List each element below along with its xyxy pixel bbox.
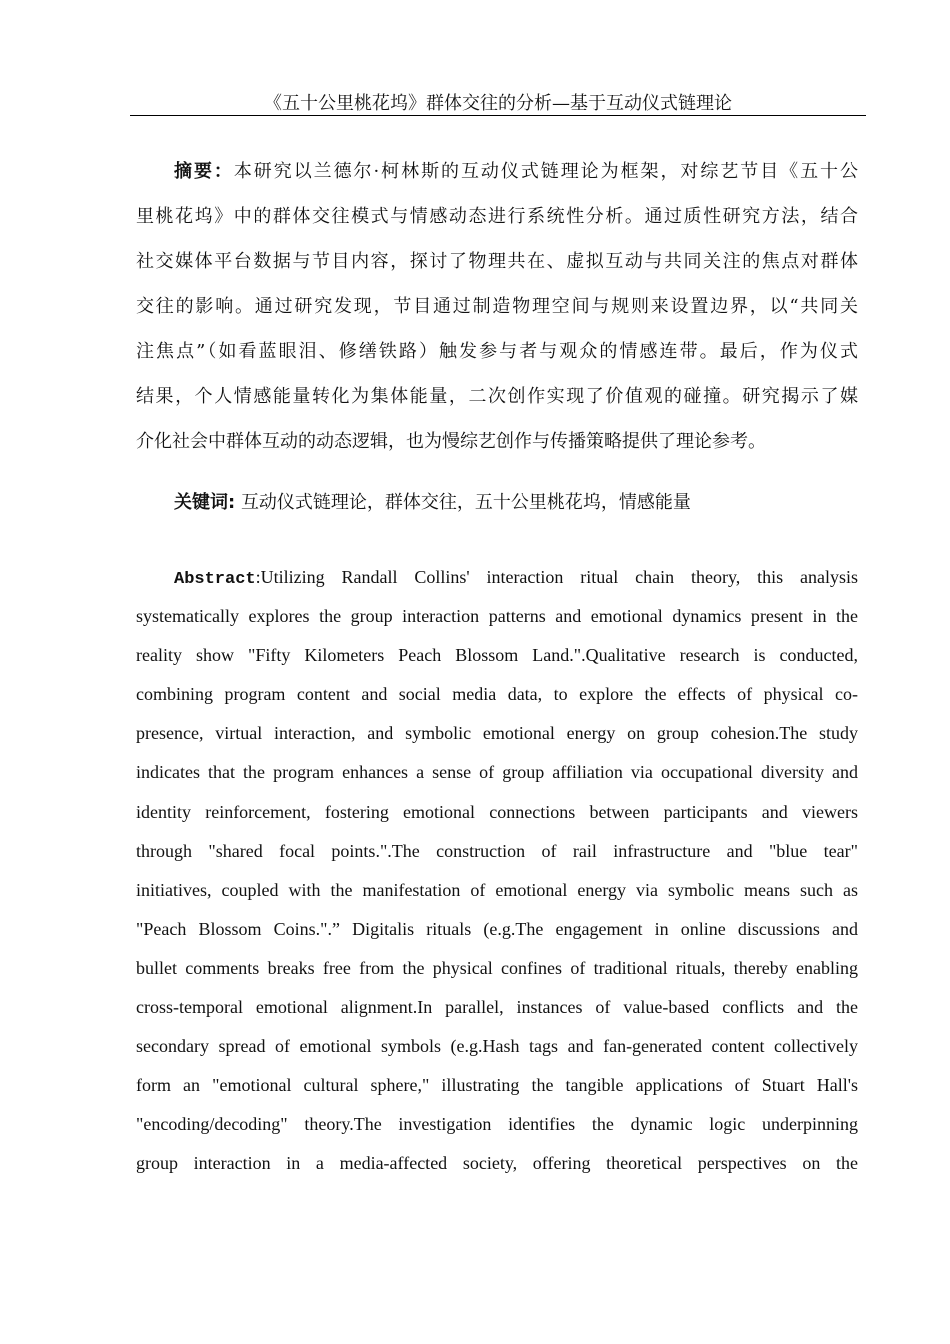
abstract-en-label: Abstract	[174, 570, 256, 589]
abstract-line: 介化社会中群体互动的动态逻辑，也为慢综艺创作与传播策略提供了理论参考。	[136, 431, 766, 452]
abstract-chinese	[136, 149, 858, 464]
abstract-en-line: combining program content and social media data, to explore the effects of physical co-	[136, 684, 858, 705]
abstract-line: 注焦点”（如看蓝眼泪、修缮铁路）触发参与者与观众的情感连带。最后，作为仪式	[136, 341, 858, 362]
abstract-line: 摘要：本研究以兰德尔·柯林斯的互动仪式链理论为框架，对综艺节目《五十公	[174, 161, 859, 182]
abstract-en-line: group interaction in a media-affected society, offering theoretical perspectives on the	[136, 1153, 858, 1174]
abstract-label: 摘要：	[174, 161, 234, 182]
abstract-en-line: identity reinforcement, fostering emotional connections between participants and viewers	[136, 801, 858, 822]
abstract-en-line: initiatives, coupled with the manifestation of emotional energy via symbolic means such as	[136, 879, 858, 900]
abstract-en-line: "Peach Blossom Coins.".” Digitalis rituals (e.g.The engagement in online discussions and	[136, 918, 858, 939]
abstract-line: 社交媒体平台数据与节目内容，探讨了物理共在、虚拟互动与共同关注的焦点对群体	[136, 251, 858, 272]
abstract-english	[136, 558, 858, 1184]
abstract-en-line: presence, virtual interaction, and symbolic emotional energy on group cohesion.The study	[136, 723, 858, 744]
abstract-line: 交往的影响。通过研究发现，节目通过制造物理空间与规则来设置边界，以“共同关	[136, 296, 858, 317]
abstract-en-line: indicates that the program enhances a sense of group affiliation via occupational diversity and	[136, 762, 858, 783]
running-header: 《五十公里桃花坞》群体交往的分析—基于互动仪式链理论	[264, 93, 732, 114]
abstract-en-line: reality show "Fifty Kilometers Peach Blossom Land.".Qualitative research is conducted,	[136, 645, 858, 666]
abstract-en-line: "encoding/decoding" theory.The investigation identifies the dynamic logic underpinning	[136, 1114, 858, 1135]
keywords-chinese	[174, 490, 691, 516]
abstract-en-line: systematically explores the group interaction patterns and emotional dynamics present in the	[136, 606, 858, 627]
abstract-en-line: through "shared focal points.".The construction of rail infrastructure and "blue tear"	[136, 840, 858, 861]
abstract-en-line: secondary spread of emotional symbols (e.g.Hash tags and fan-generated content collectively	[136, 1036, 858, 1057]
abstract-line: 结果，个人情感能量转化为集体能量，二次创作实现了价值观的碰撞。研究揭示了媒	[136, 386, 858, 407]
abstract-en-line: bullet comments breaks free from the physical confines of traditional rituals, thereby enabling	[136, 957, 858, 978]
abstract-line: 里桃花坞》中的群体交往模式与情感动态进行系统性分析。通过质性研究方法，结合	[136, 206, 858, 227]
abstract-en-line: Abstract:Utilizing Randall Collins' interaction ritual chain theory, this analysis	[174, 567, 858, 589]
abstract-en-line: cross-temporal emotional alignment.In parallel, instances of value-based conflicts and the	[136, 997, 858, 1018]
abstract-en-line: form an "emotional cultural sphere," illustrating the tangible applications of Stuart Hall's	[136, 1075, 858, 1096]
header-rule	[130, 115, 866, 116]
keywords-label: 关键词:	[174, 492, 236, 513]
keywords-text: 互动仪式链理论，群体交往，五十公里桃花坞，情感能量	[240, 492, 691, 513]
